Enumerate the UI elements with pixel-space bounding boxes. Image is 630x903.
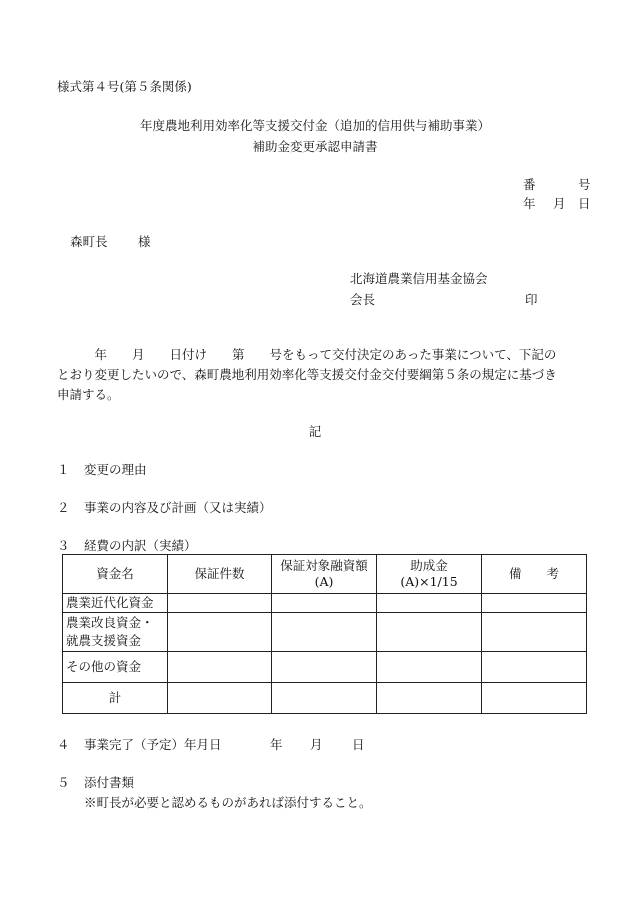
applicant-title: 会長 — [350, 292, 376, 307]
completion-day-label: 日 — [352, 737, 365, 752]
guarantee-count-total-cell[interactable] — [168, 683, 272, 714]
header-remarks: 備 考 — [482, 555, 587, 594]
header-subsidy-line1: 助成金 — [410, 558, 448, 573]
date-year-label: 年 — [523, 196, 536, 211]
guarantee-count-cell[interactable] — [168, 613, 272, 652]
addressee — [70, 234, 151, 250]
header-fund-name: 資金名 — [63, 555, 168, 594]
body-line-1: 年 月 日付け 第 号をもって交付決定のあった事業について、下記の — [57, 347, 557, 362]
guarantee-amount-total-cell[interactable] — [272, 683, 377, 714]
completion-year-label: 年 — [270, 737, 283, 752]
item-change-reason — [57, 462, 147, 478]
item-text: 経費の内訳（実績） — [84, 538, 197, 553]
subsidy-total-cell[interactable] — [377, 683, 482, 714]
item-number: ５ — [57, 775, 70, 790]
form-number: 様式第４号(第５条関係) — [57, 79, 192, 94]
item-text: 変更の理由 — [84, 462, 147, 477]
body-paragraph — [57, 345, 590, 405]
addressee-honorific: 様 — [138, 234, 151, 249]
fund-name-cell — [63, 613, 168, 652]
date-month-label: 月 — [553, 196, 566, 211]
item-cost-breakdown — [57, 538, 197, 554]
table-row — [63, 613, 587, 652]
item-number: １ — [57, 462, 70, 477]
fund-name-line1: 農業改良資金・ — [66, 615, 154, 630]
header-guarantee-count: 保証件数 — [168, 555, 272, 594]
total-label-cell: 計 — [63, 683, 168, 714]
cost-breakdown-table — [62, 554, 587, 714]
completion-month-label: 月 — [310, 737, 323, 752]
item-number: ４ — [57, 737, 70, 752]
table-header-row — [63, 555, 587, 594]
table-row — [63, 652, 587, 683]
guarantee-amount-cell[interactable] — [272, 652, 377, 683]
header-subsidy-line2: (A)×1/15 — [400, 574, 458, 589]
table-total-row — [63, 683, 587, 714]
item-attachments — [57, 775, 134, 791]
date-day-label: 日 — [578, 196, 591, 211]
attachment-note: ※町長が必要と認めるものがあれば添付すること。 — [84, 795, 372, 810]
guarantee-amount-cell[interactable] — [272, 594, 377, 613]
guarantee-count-cell[interactable] — [168, 594, 272, 613]
item-text: 事業の内容及び計画（又は実績） — [84, 500, 272, 515]
subsidy-cell[interactable] — [377, 613, 482, 652]
body-line-2: とおり変更したいので、森町農地利用効率化等支援交付金交付要綱第５条の規定に基づき — [57, 367, 557, 382]
header-guarantee-amount-line2: (A) — [314, 574, 334, 589]
item-completion-date — [57, 737, 365, 753]
header-guarantee-amount — [272, 555, 377, 594]
header-guarantee-amount-line1: 保証対象融資額 — [280, 558, 368, 573]
remarks-cell[interactable] — [482, 652, 587, 683]
table-row — [63, 594, 587, 613]
guarantee-amount-cell[interactable] — [272, 613, 377, 652]
body-line-3: 申請する。 — [57, 387, 120, 402]
item-text: 事業完了（予定）年月日 — [84, 737, 222, 752]
fund-name-cell: その他の資金 — [63, 652, 168, 683]
fund-name-cell: 農業近代化資金 — [63, 594, 168, 613]
ki-heading: 記 — [308, 424, 322, 439]
remarks-cell[interactable] — [482, 613, 587, 652]
header-subsidy — [377, 555, 482, 594]
document-title-line1: 年度農地利用効率化等支援交付金（追加的信用供与補助事業） — [139, 118, 490, 133]
number-go-label: 号 — [578, 177, 591, 192]
subsidy-cell[interactable] — [377, 652, 482, 683]
document-title-line2: 補助金変更承認申請書 — [252, 139, 378, 154]
item-number: ２ — [57, 500, 70, 515]
item-text: 添付書類 — [84, 775, 135, 790]
applicant-organization: 北海道農業信用基金協会 — [350, 271, 488, 286]
item-project-content — [57, 500, 272, 516]
item-number: ３ — [57, 538, 70, 553]
guarantee-count-cell[interactable] — [168, 652, 272, 683]
fund-name-line2: 就農支援資金 — [66, 633, 142, 648]
addressee-name: 森町長 — [70, 234, 108, 249]
remarks-cell[interactable] — [482, 594, 587, 613]
subsidy-cell[interactable] — [377, 594, 482, 613]
remarks-total-cell[interactable] — [482, 683, 587, 714]
seal-mark: 印 — [525, 292, 538, 307]
number-ban-label: 番 — [523, 177, 536, 192]
